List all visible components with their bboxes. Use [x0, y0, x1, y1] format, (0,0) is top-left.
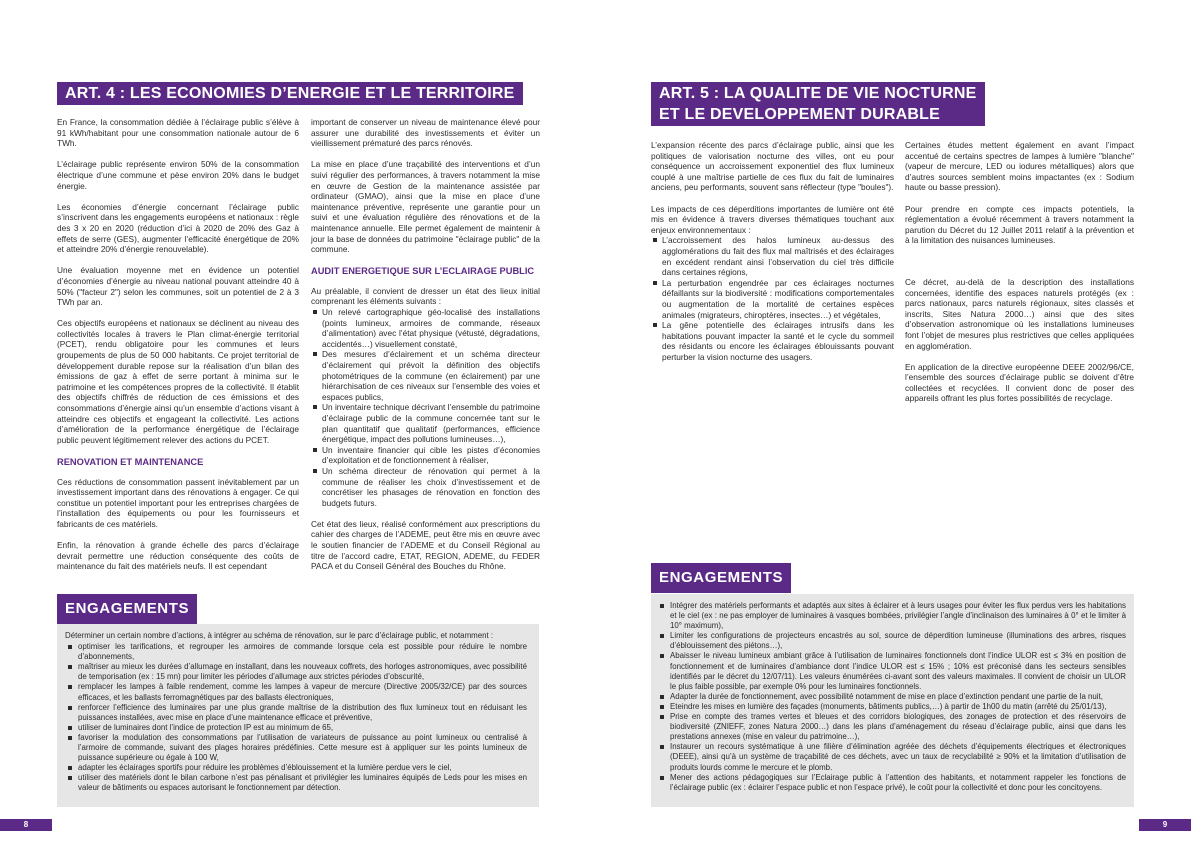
- paragraph: Les impacts de ces déperditions importantes de lumière ont été mis en évidence à travers diverses thématiques touchant aux enjeux environnementaux :: [651, 203, 894, 235]
- list-item: L’accroissement des halos lumineux au-dessus des agglomérations du fait des flux mal maîtrisés et des éclairages en excédent rendant ainsi l’observation du ciel très difficile dans certaines régions,: [651, 235, 894, 277]
- paragraph: Ces objectifs européens et nationaux se déclinent au niveau des collectivités locales à travers le Plan climat-énergie territorial (PCET), rendu obligatoire pour les communes et leurs groupements de plus de 50 000 habitants. Ce projet territorial de développement durable repose sur la réalisation d’un bilan des émissions de gaz à effet de serre portant à minima sur le patrimoine et les compétences propres de la collectivité. Il établit des objectifs chiffrés de réduction de ces émissions et des consommations d’énergie ainsi qu’un ensemble d’actions visant à atteindre ces objectifs et engageant la collectivité. Les actions d’amélioration de la performance énergétique de l’éclairage public peuvent légitimement relever des actions du PCET.: [57, 318, 299, 445]
- list-item: Limiter les configurations de projecteurs encastrés au sol, source de déperdition lumineuse (illuminations des arbres, risques d’éblouissement des piétons…),: [657, 631, 1126, 651]
- engagements-intro: Déterminer un certain nombre d’actions, à intégrer au schéma de rénovation, sur le parc d’éclairage public, et notamment :: [65, 631, 494, 640]
- list-item: Instaurer un recours systématique à une filière d’élimination agréée des déchets d’équipements électriques et électroniques (DEEE), ainsi qu’à un système de traçabilité de ces déchets, avec un taux de recyclabilité ≥ 90% et la limitation d’utilisation de produits lourds comme le mercure et le plomb.: [657, 742, 1126, 772]
- audit-list: [311, 307, 540, 508]
- list-item: Un inventaire financier qui cible les pistes d’économies d’exploitation et de fonctionnement à réaliser,: [311, 445, 540, 466]
- list-item: Un relevé cartographique géo-localisé des installations (points lumineux, armoires de commande, réseaux d’alimentation) avec l’état physique (vétusté, dégradations, accidentés…) visuellement constaté,: [311, 307, 540, 349]
- engagements-list: [65, 642, 527, 793]
- engagements-list: [657, 601, 1126, 793]
- left-column-1: [57, 117, 299, 582]
- paragraph: Ces réductions de consommation passent inévitablement par un investissement important dans des rénovations à engager. Ce qui constitue un potentiel important pour les entreprises chargées de l’installation des équipements ou pour les fournisseurs et fabricants de ces matériels.: [57, 476, 299, 529]
- paragraph: La mise en place d’une traçabilité des interventions et d’un suivi régulier des performances, à travers notamment la mise en œuvre de Gestion de la maintenance assistée par ordinateur (GMAO), ainsi que la mise en place d’une maintenance préventive, représente une garantie pour un suivi et une évaluation régulière des rénovations et de la maintenance annuelle. Elle permet également de maintenir à jour la base de données du patrimoine "éclairage public" de la commune.: [311, 159, 540, 255]
- paragraph: L’éclairage public représente environ 50% de la consommation électrique d’une commune et pèse environ 20% dans le budget énergie.: [57, 159, 299, 191]
- list-item: Un schéma directeur de rénovation qui permet à la commune de réaliser les choix d’investissement et de concrétiser les phasages de rénovation en fonction des budgets futurs.: [311, 466, 540, 508]
- paragraph: Enfin, la rénovation à grande échelle des parcs d’éclairage devrait permettre une réduction conséquente des coûts de maintenance du fait des matériels neufs. Il est cependant: [57, 540, 299, 572]
- list-item: adapter les éclairages sportifs pour réduire les problèmes d’éblouissement et la lumière perdue vers le ciel,: [65, 763, 527, 773]
- right-column-2: [905, 140, 1134, 415]
- list-item: Des mesures d’éclairement et un schéma directeur d’éclairement qui prévoit la définition des objectifs photométriques de la commune (en éclairement) par une hiérarchisation de ces niveaux sur l’ensemble des voies et espaces publics,: [311, 349, 540, 402]
- list-item: Prise en compte des trames vertes et bleues et des corridors biologiques, des zonages de protection et des réservoirs de biodiversité (ZNIEFF, zones Natura 2000…) dans les plans d’aménagement du réseau d’éclairage public, ainsi que dans les prestations annexes (mise en valeur du patrimoine…),: [657, 712, 1126, 742]
- left-column-2: [311, 117, 540, 582]
- list-item: Mener des actions pédagogiques sur l’Eclairage public à l’attention des habitants, et notamment rappeler les fonctions de l’éclairage public (ex : éclairer l’espace public et non l’espace privé), le coût pour la collectivité et donc pour les concitoyens.: [657, 773, 1126, 793]
- paragraph: important de conserver un niveau de maintenance élevé pour assurer une durabilité des investissements et éviter un vieillissement prématuré des parcs rénovés.: [311, 117, 540, 149]
- engagements-title-right: ENGAGEMENTS: [651, 563, 791, 593]
- subheading-audit: AUDIT ENERGETIQUE SUR L’ECLAIRAGE PUBLIC: [311, 266, 535, 277]
- engagements-box-left: [57, 624, 539, 807]
- impacts-list: [651, 235, 894, 362]
- subheading-renovation: RENOVATION ET MAINTENANCE: [57, 457, 204, 467]
- list-item: utiliser des matériels dont le bilan carbone n’est pas pénalisant et privilégier les luminaires équipés de Leds pour les mises en valeur de bâtiments ou espaces autorisant le fonctionnement par détection.: [65, 773, 527, 793]
- right-column-1: [651, 140, 894, 373]
- page-number-right: 9: [1139, 819, 1191, 831]
- paragraph: En France, la consommation dédiée à l’éclairage public s’élève à 91 kWh/habitant pour une consommation nationale autour de 6 TWh.: [57, 117, 299, 149]
- engagements-title-left: ENGAGEMENTS: [57, 594, 197, 624]
- page-number-left: 8: [0, 819, 52, 831]
- article-4-title: ART. 4 : LES ECONOMIES D’ENERGIE ET LE TERRITOIRE: [57, 82, 523, 105]
- paragraph: Une évaluation moyenne met en évidence un potentiel d’économies d’énergie au niveau national pouvant atteindre 40 à 50% ("facteur 2") selon les communes, soit un potentiel de 2 à 3 TWh par an.: [57, 265, 299, 308]
- paragraph: Ce décret, au-delà de la description des installations concernées, identifie des espaces naturels protégés (ex : parcs nationaux, parcs naturels régionaux, sites classés et inscrits, Sites Natura 2000…) ainsi que des sites d’observation astronomique où les installations lumineuses font l’objet de mesures plus restrictives que celles appliquées en agglomération.: [905, 276, 1134, 351]
- paragraph: Certaines études mettent également en avant l’impact accentué de certains spectres de lampes à lumière "blanche" (vapeur de mercure, LED ou iodures métalliques) alors que d’autres sources semblent moins impactantes (ex : Sodium haute ou basse pression).: [905, 140, 1134, 193]
- list-item: optimiser les tarifications, et regrouper les armoires de commande lorsque cela est possible pour réduire le nombre d’abonnements,: [65, 642, 527, 662]
- list-item: Abaisser le niveau lumineux ambiant grâce à l’utilisation de luminaires fonctionnels dont l’indice ULOR est ≤ 3% en position de fonctionnement et de luminaires d’ambiance dont l’indice ULOR est ≤ 15% ; 10% est préconisé dans les secteurs sensibles identifiés par le décret du 12/07/11). Les valeurs énumérées ci-avant sont des valeurs maximales. Il convient de choisir un ULOR le plus faible possible, par exemple 0% pour les luminaires fonctionnels.: [657, 651, 1126, 691]
- paragraph: Les économies d’énergie concernant l’éclairage public s’inscrivent dans les engagements européens et nationaux : règle des 3 x 20 en 2020 (réduction d’ici à 2020 de 20% des Gaz à effets de serre (GES), augmenter l’efficacité énergétique de 20% et atteindre 20% d’énergie renouvelable).: [57, 201, 299, 255]
- paragraph: Au préalable, il convient de dresser un état des lieux initial comprenant les éléments suivants :: [311, 285, 540, 307]
- paragraph: Pour prendre en compte ces impacts potentiels, la réglementation a évolué récemment à travers notamment la parution du Décret du 12 Juillet 2011 relatif à la prévention et à la limitation des nuisances lumineuses.: [905, 203, 1134, 246]
- list-item: La gêne potentielle des éclairages intrusifs dans les habitations pouvant impacter la santé et le cycle du sommeil des résidants ou encore les éclairages éblouissants pouvant perturber la vision nocturne des usagers.: [651, 320, 894, 362]
- list-item: Eteindre les mises en lumière des façades (monuments, bâtiments publics,…) à partir de 1h00 du matin (arrêté du 25/01/13),: [657, 702, 1126, 712]
- article-5-title: ART. 5 : LA QUALITE DE VIE NOCTURNE ET LE DEVELOPPEMENT DURABLE: [651, 82, 985, 126]
- list-item: maîtriser au mieux les durées d’allumage en installant, dans les nouveaux coffrets, des horloges astronomiques, avec possibilité de temporisation (ex : 15 mn) pour limiter les périodes d’allumage aux strictes périodes d’obscurité,: [65, 662, 527, 682]
- list-item: utiliser de luminaires dont l’indice de protection IP est au minimum de 65,: [65, 723, 527, 733]
- paragraph: L’expansion récente des parcs d’éclairage public, ainsi que les politiques de valorisation nocturne des villes, ont eu pour conséquence un accroissement exponentiel des flux lumineux couplé à une maîtrise partielle de ces flux du fait de luminaires anciens, peu performants, souvent sans réflecteur (type "boules").: [651, 140, 894, 193]
- list-item: Un inventaire technique décrivant l’ensemble du patrimoine d’éclairage public de la commune concernée tant sur le plan quantitatif que qualitatif (performances, efficience énergétique, impact des pollutions lumineuses…),: [311, 402, 540, 444]
- list-item: remplacer les lampes à faible rendement, comme les lampes à vapeur de mercure (Directive 2005/32/CE) par des sources efficaces, et les ballasts ferromagnétiques par des ballasts électroniques,: [65, 682, 527, 702]
- list-item: Intégrer des matériels performants et adaptés aux sites à éclairer et à leurs usages pour éviter les flux perdus vers les habitations et le ciel (ex : ne pas employer de luminaires à vasques bombées, privilégier l’angle d’inclinaison des luminaires à 0° et le limiter à 10° maximum),: [657, 601, 1126, 631]
- list-item: La perturbation engendrée par ces éclairages nocturnes défaillants sur la biodiversité : modifications comportementales ou augmentation de la mortalité de certaines espèces animales (migrateurs, chiroptères, insectes…) et végétales,: [651, 278, 894, 320]
- paragraph: Cet état des lieux, réalisé conformément aux prescriptions du cahier des charges de l’ADEME, peut être mis en œuvre avec le soutien financier de l’ADEME et du Conseil Régional au titre de l’accord cadre, ETAT, REGION, ADEME, du FEDER PACA et du Conseil Général des Bouches du Rhône.: [311, 518, 540, 572]
- list-item: renforcer l’efficience des luminaires par une plus grande maîtrise de la distribution des flux lumineux tout en réduisant les puissances installées, avec mise en place d’une maintenance efficace et préventive,: [65, 703, 527, 723]
- engagements-box-right: [651, 594, 1134, 807]
- paragraph: En application de la directive européenne DEEE 2002/96/CE, l’ensemble des sources d’éclairage public se doivent d’être collectées et recyclées. Il convient donc de poser des appareils offrant les plus fortes possibilités de recyclage.: [905, 361, 1134, 404]
- list-item: favoriser la modulation des consommations par l’utilisation de variateurs de puissance au point lumineux ou centralisé à l’armoire de commande, suivant des plages horaires prédéfinies. Cette mesure est à appliquer sur les points lumineux de puissance supérieure ou égale à 100 W,: [65, 733, 527, 763]
- list-item: Adapter la durée de fonctionnement, avec possibilité notamment de mise en place d’extinction pendant une partie de la nuit,: [657, 692, 1126, 702]
